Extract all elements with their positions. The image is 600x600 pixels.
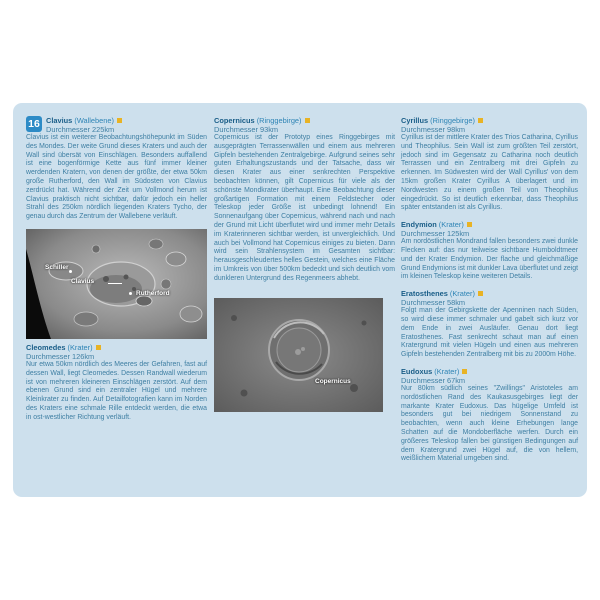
marker-square-icon — [478, 118, 483, 123]
entry-text: Copernicus ist der Prototyp eines Ringgebirges mit ausgeprägten Terrassenwällen und einem aus mehreren Gipfeln bestehenden Zentralgebirge. Aufgrund seines sehr guten Erhaltungszustands und der Tatsache, dass wir diesen Krater aus einer senkrechten Perspektive beobachten können, gilt Copernicus für viele als der schönste Mondkrater überhaupt. Eine Beobachtung dieser großartigen Formation mit einem Feldstecher oder Teleskop jeder Größe ist unbedingt lohnend! Ein Sonnenaufgang über Copernicus, während nach und nach der Grund mit Licht überflutet wird und immer mehr Details im Kraterinneren sichtbar werden, ist unvergleichlich. Und auch bei Vollmond hat Copernicus einiges zu bieten. Dann wird sein Strahlensystem im Gesamten sichtbar: herausgeschleudertes helles Gestein, welches eine Fläche im Umkreis von über 500km bedeckt und sich deutlich vom dunkleren Untergrund des Regenmeers abhebt. — [214, 134, 395, 282]
entry-clavius — [26, 116, 207, 222]
moon-crater-image — [214, 298, 383, 412]
entry-diameter: Durchmesser 126km — [26, 351, 95, 361]
marker-square-icon — [305, 118, 310, 123]
marker-square-icon — [96, 345, 101, 350]
label-schiller: Schiller — [45, 263, 69, 271]
entry-text: Cyrillus ist der mittlere Krater des Trios Catharina, Cyrillus und Theophilus. Sein Wall ist zum größten Teil zerstört, jedoch sind im Gegensatz zu Catharina noch deutlich Terrassen und ein Zentralberg mit drei Gipfeln zu erkennen. Im Südwesten wird der Wall Cyrillus' von dem 15km großen Krater Cyrillus A überlagert und im Nordwesten zu einem großen Teil von Theophilus eingedrückt. So ist deutlich erkennbar, dass Theophilus später entstanden ist als Cyrillus. — [401, 134, 578, 212]
label-copernicus: Copernicus — [315, 377, 351, 385]
entry-diameter: Durchmesser 93km — [214, 125, 279, 134]
clavius-photo — [26, 229, 207, 339]
entry-eratosthenes — [401, 289, 578, 360]
entry-title: Cleomedes — [26, 342, 66, 352]
page-number-badge: 16 — [26, 116, 42, 132]
entry-title: Eratosthenes — [401, 289, 448, 299]
entry-text: Clavius ist ein weiterer Beobachtungshöhepunkt im Süden des Mondes. Der weite Grund dieses Kraters und auch der Wall sind übersät von Einschlägen. Besonders auffallend ist eine bogenförmige Kette aus fünf immer kleiner werdenden Kratern, von denen der größte, der etwa 50km große Rutherford, den Wall im Südosten von Clavius zerdrückt hat. Während der Zeit um Vollmond herum ist Clavius praktisch nicht sichtbar, dafür jedoch ein heller Strahl des 250km nördlich liegenden Kraters Tycho, der genau durch das Zentrum der Wallebene verläuft. — [26, 134, 207, 221]
entry-copernicus — [214, 116, 395, 284]
entry-title: Eudoxus — [401, 366, 433, 376]
entry-text: Am nordöstlichen Mondrand fallen besonders zwei dunkle Flecken auf: das nur teilweise sichtbare Humboldtmeer und der Krater Endymion. Der flache und gleichmäßige Grund Endymions ist mit dunkler Lava überflutet und zeigt im kleinen Teleskop keine weiteren Details. — [401, 238, 578, 281]
entry-type: (Ringgebirge) — [430, 116, 475, 125]
clavius-pointer — [108, 283, 122, 284]
entry-text: Folgt man der Gebirgskette der Apenninen nach Süden, so wird diese immer schmaler und gabelt sich kurz vor dem Ende in zwei Ausläufer. Genau dort liegt Eratosthenes. Fast senkrecht schaut man auf einen Kratergrund mit vielen Hügeln und einen aus mehreren Gipfeln bestehenden Zentralberg mit bis zu 2000m Höhe. — [401, 307, 578, 359]
entry-type: (Krater) — [67, 342, 93, 352]
column-right — [401, 116, 578, 471]
entry-diameter: Durchmesser 98km — [401, 125, 466, 134]
info-card — [13, 103, 587, 497]
entry-cleomedes — [26, 343, 207, 423]
entry-text: Nur 80km südlich seines "Zwillings" Aristoteles am nordöstlichen Rand des Kaukasusgebirges liegt der markante Krater Eudoxus. Das hügelige Umfeld ist besonders gut bei niedrigem Sonnenstand zu beobachten, wenn auch kleine Erhebungen lange Schatten auf die Mondoberfläche werfen. Durch ein größeres Teleskop fallen bei günstigen Bedingungen auf dem Kratergrund zwei Hügel auf, die von hellem, weißlichem Material umgeben sind. — [401, 384, 578, 463]
entry-cyrillus — [401, 116, 578, 213]
marker-square-icon — [467, 222, 472, 227]
entry-title: Clavius — [46, 116, 73, 125]
entry-diameter: Durchmesser 67km — [401, 375, 466, 385]
entry-diameter: Durchmesser 58km — [401, 298, 466, 308]
marker-square-icon — [478, 291, 483, 296]
entry-diameter: Durchmesser 125km — [401, 229, 470, 239]
marker-square-icon — [117, 118, 122, 123]
entry-eudoxus — [401, 367, 578, 464]
entry-type: (Krater) — [449, 289, 475, 299]
entry-type: (Ringgebirge) — [256, 116, 302, 125]
column-left — [26, 116, 207, 430]
label-rutherford: Rutherford — [136, 289, 170, 297]
entry-type: (Krater) — [438, 220, 464, 230]
entry-text: Nur etwa 50km nördlich des Meeres der Gefahren, fast auf dessen Wall, liegt Cleomedes. Dessen Randwall wiederum ist von mehreren kleineren Einschlägen zerstört. Auf dem ebenen Grund sind ein zentraler Hügel und mehrere Kleinkrater zu finden. Auf Detailfotografien kann im Norden des Kraters eine schmale Rille entdeckt werden, die etwa in ost-westlicher Richtung verläuft. — [26, 360, 207, 421]
schiller-marker — [69, 270, 72, 273]
marker-square-icon — [462, 369, 467, 374]
rutherford-marker — [129, 292, 132, 295]
entry-title: Copernicus — [214, 116, 255, 125]
moon-surface-image — [26, 229, 207, 339]
entry-title: Cyrillus — [401, 116, 429, 125]
label-clavius: Clavius — [71, 277, 95, 285]
copernicus-photo — [214, 298, 383, 412]
entry-diameter: Durchmesser 225km — [46, 125, 115, 134]
column-middle — [214, 116, 395, 412]
entry-type: (Krater) — [434, 366, 460, 376]
entry-title: Endymion — [401, 220, 437, 230]
entry-endymion — [401, 220, 578, 282]
entry-type: (Wallebene) — [74, 116, 114, 125]
